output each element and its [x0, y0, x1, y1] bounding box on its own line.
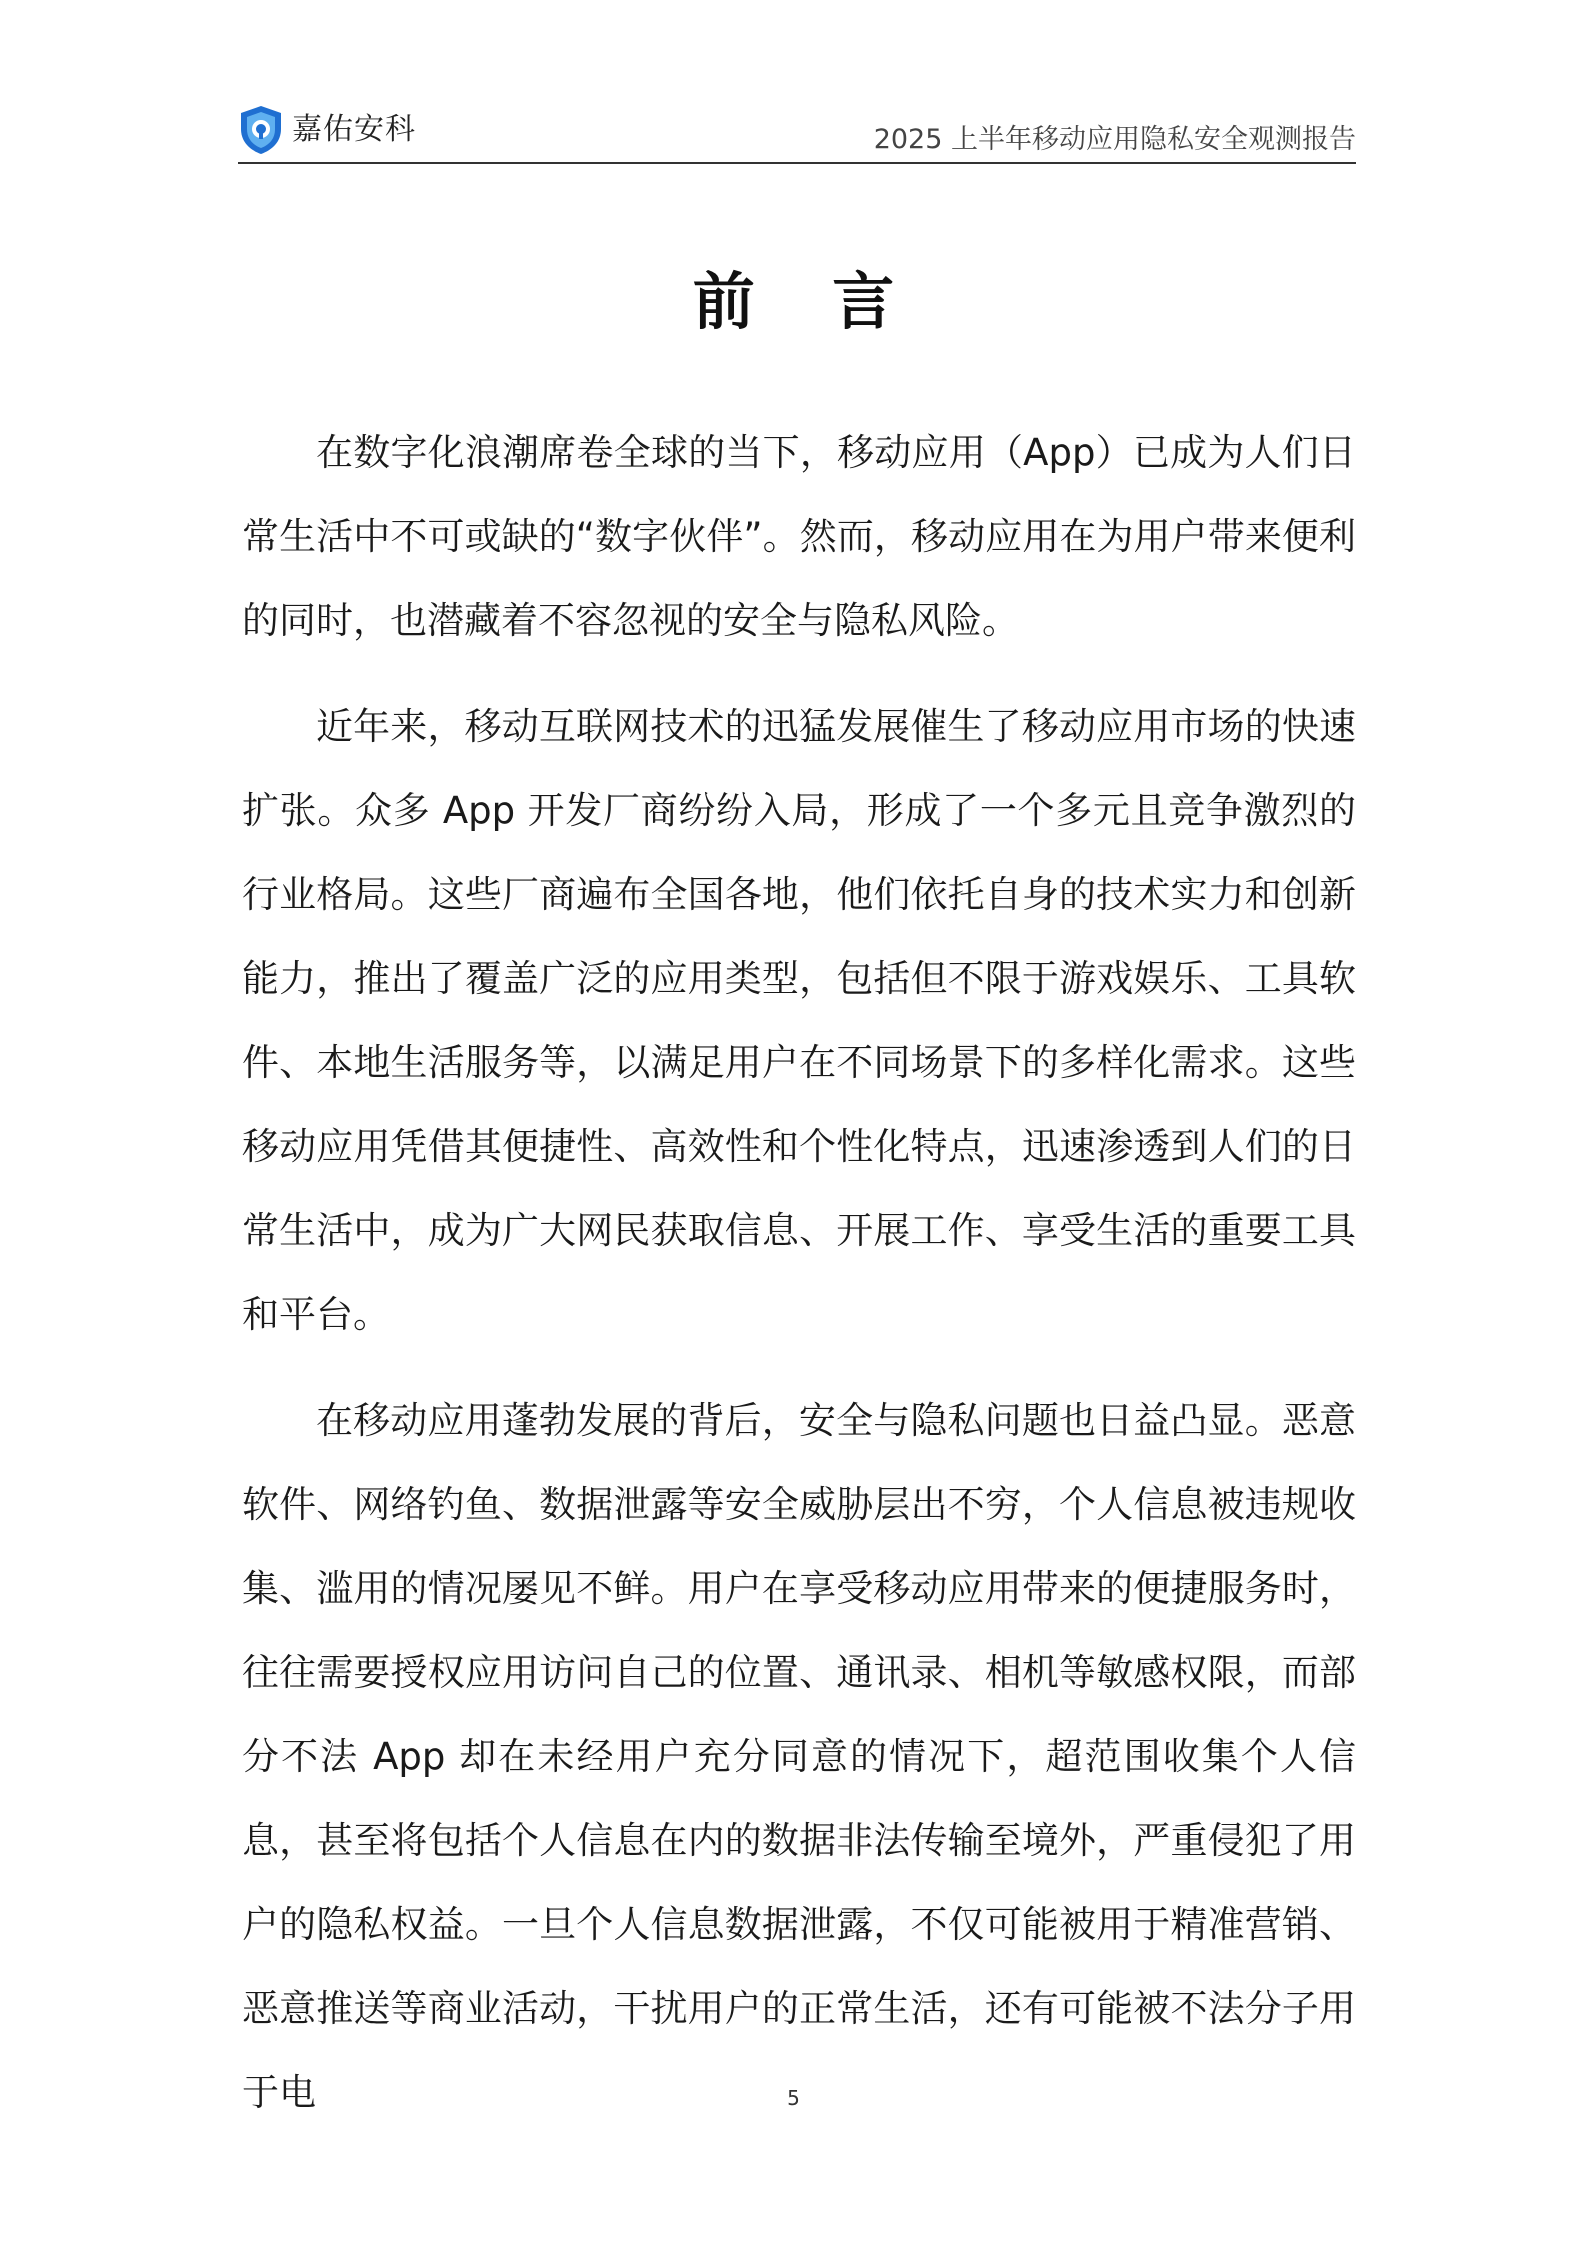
- page-title: 前 言: [692, 265, 923, 338]
- page-number: 5: [787, 2086, 800, 2110]
- paragraph-1: 在数字化浪潮席卷全球的当下，移动应用（App）已成为人们日常生活中不可或缺的“数字伙伴”。然而，移动应用在为用户带来便利的同时，也潜藏着不容忽视的安全与隐私风险。: [242, 431, 1356, 642]
- company-logo: [238, 104, 416, 156]
- paragraph-2: 近年来，移动互联网技术的迅猛发展催生了移动应用市场的快速扩张。众多 App 开发厂商纷纷入局，形成了一个多元且竞争激烈的行业格局。这些厂商遍布全国各地，他们依托自身的技术实力和创新能力，推出了覆盖广泛的应用类型，包括但不限于游戏娱乐、工具软件、本地生活服务等，以满足用户在不同场景下的多样化需求。这些移动应用凭借其便捷性、高效性和个性化特点，迅速渗透到人们的日常生活中，成为广大网民获取信息、开展工作、享受生活的重要工具和平台。: [242, 705, 1356, 1336]
- company-name: 嘉佑安科: [292, 112, 416, 147]
- report-title: 2025 上半年移动应用隐私安全观测报告: [873, 124, 1356, 155]
- body-text: [242, 411, 1356, 2157]
- page-header: [238, 100, 1356, 164]
- shield-logo-icon: [238, 104, 284, 156]
- paragraph-3: 在移动应用蓬勃发展的背后，安全与隐私问题也日益凸显。恶意软件、网络钓鱼、数据泄露等安全威胁层出不穷，个人信息被违规收集、滥用的情况屡见不鲜。用户在享受移动应用带来的便捷服务时，往往需要授权应用访问自己的位置、通讯录、相机等敏感权限，而部分不法 App 却在未经用户充分同意的情况下，超范围收集个人信息，甚至将包括个人信息在内的数据非法传输至境外，严重侵犯了用户的隐私权益。一旦个人信息数据泄露，不仅可能被用于精准营销、恶意推送等商业活动，干扰用户的正常生活，还有可能被不法分子用于电: [242, 1399, 1356, 2114]
